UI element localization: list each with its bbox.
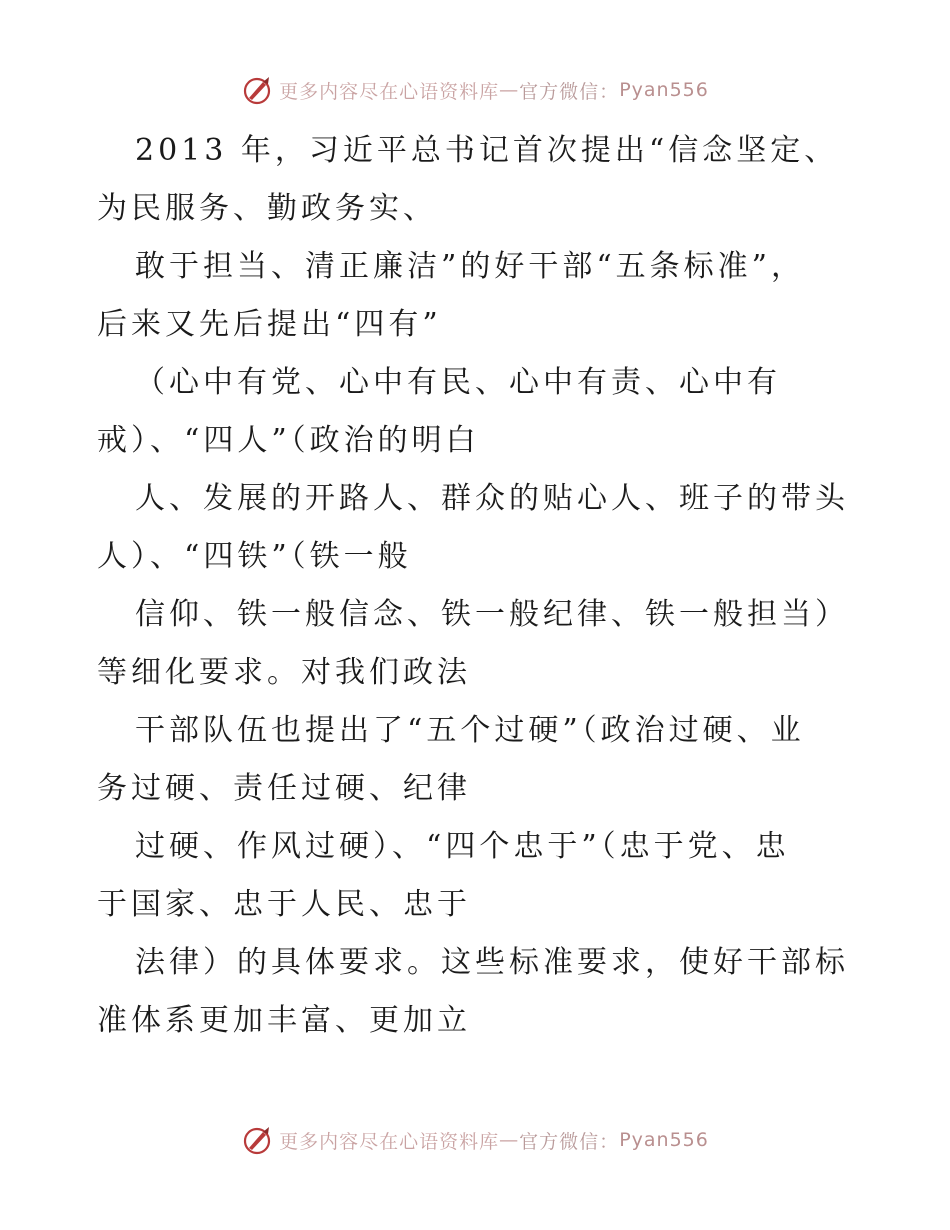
body-line: 戒）、“四人”（政治的明白 — [97, 423, 480, 458]
watermark-dash: — — [499, 1129, 520, 1151]
document-body — [97, 122, 857, 1050]
body-line: 2013 年，习近平总书记首次提出“信念坚定、 — [135, 133, 839, 168]
body-line: 于国家、忠于人民、忠于 — [97, 887, 471, 922]
watermark-dash: — — [499, 79, 520, 101]
body-line: （心中有党、心中有民、心中有责、心中有 — [135, 365, 781, 400]
body-line: 为民服务、勤政务实、 — [97, 191, 437, 226]
watermark-text: 更多内容尽在心语资料库 — [279, 80, 500, 103]
body-line: 信仰、铁一般信念、铁一般纪律、铁一般担当） — [135, 597, 849, 632]
body-line: 干部队伍也提出了“五个过硬”（政治过硬、业 — [135, 713, 805, 748]
body-line: 后来又先后提出“四有” — [97, 307, 442, 342]
body-line: 敢于担当、清正廉洁”的好干部“五条标准”， — [135, 249, 806, 284]
body-line: 人）、“四铁”（铁一般 — [97, 539, 412, 574]
watermark-text: 更多内容尽在心语资料库 — [279, 1130, 500, 1153]
body-line: 务过硬、责任过硬、纪律 — [97, 771, 471, 806]
body-line: 法律）的具体要求。这些标准要求，使好干部标 — [135, 945, 849, 980]
quill-pen-logo-icon — [241, 1124, 273, 1156]
body-line: 人、发展的开路人、群众的贴心人、班子的带头 — [135, 481, 849, 516]
footer-watermark — [0, 1123, 950, 1157]
body-line: 等细化要求。对我们政法 — [97, 655, 471, 690]
body-line: 过硬、作风过硬）、“四个忠于”（忠于党、忠 — [135, 829, 790, 864]
wechat-label: 官方微信： — [519, 80, 620, 103]
wechat-id: Pyan556 — [619, 1129, 709, 1151]
wechat-id: Pyan556 — [619, 79, 709, 101]
quill-pen-logo-icon — [241, 74, 273, 106]
wechat-label: 官方微信： — [519, 1130, 620, 1153]
body-line: 准体系更加丰富、更加立 — [97, 1003, 471, 1038]
header-watermark — [0, 73, 950, 107]
